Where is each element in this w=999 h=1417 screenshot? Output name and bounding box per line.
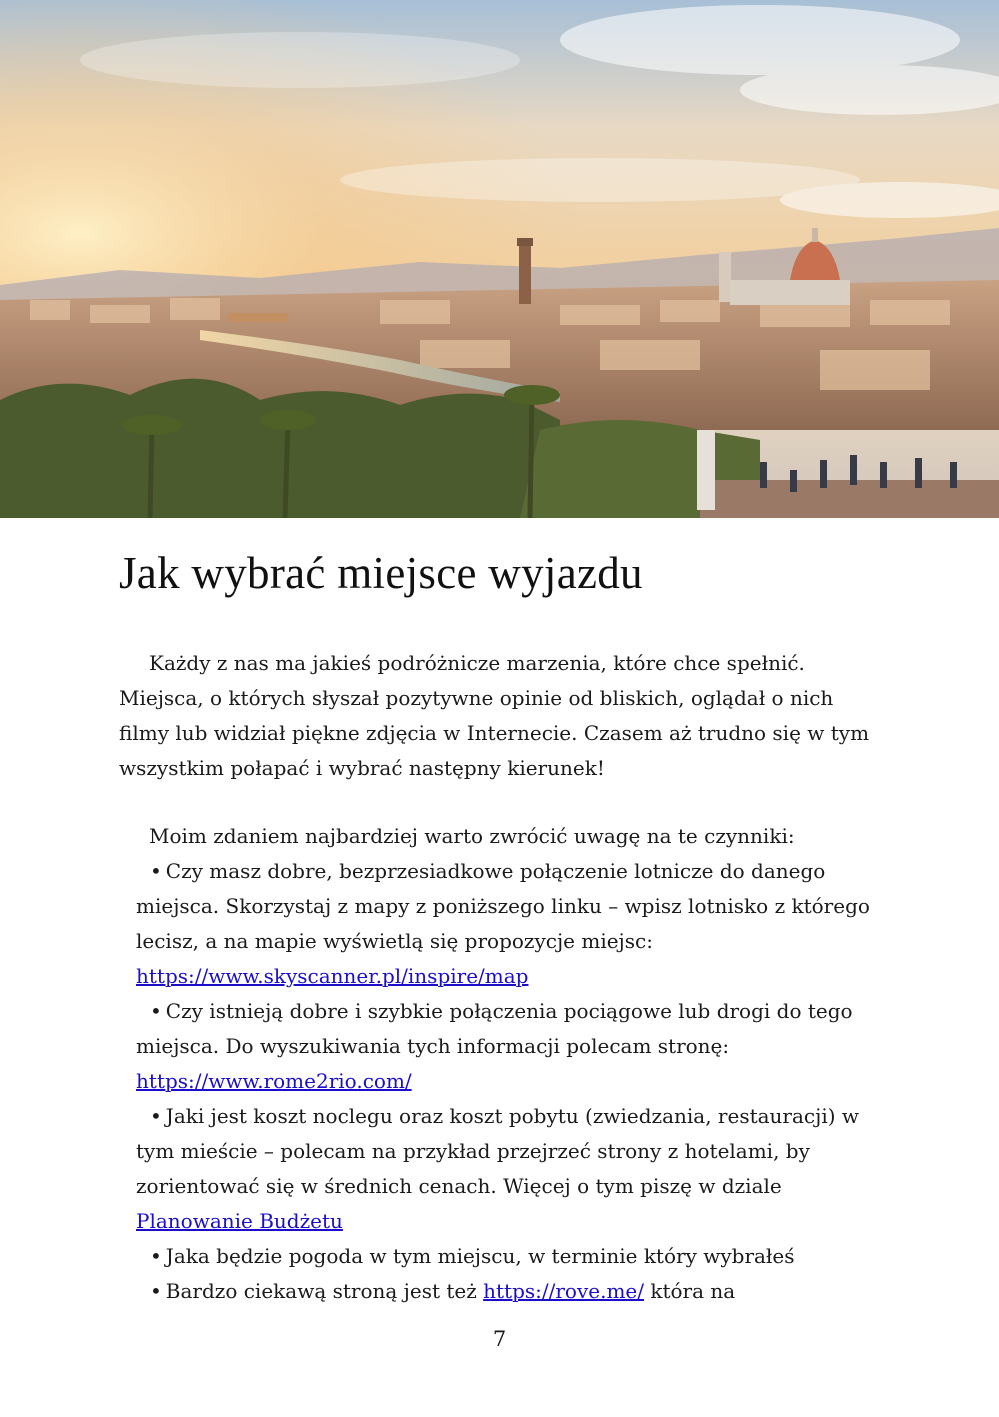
- page-number: 7: [492, 1327, 507, 1351]
- budget-planning-link[interactable]: Planowanie Budżetu: [136, 1209, 343, 1233]
- tower: [519, 244, 531, 304]
- list-item-text: Jaki jest koszt noclegu oraz koszt pobytu (zwiedzania, restauracji) w tym mieście – polecam na przykład przejrzeć strony z hotelami, by zorientować się w średnich cenach. Więcej o tym piszę w dziale: [136, 1104, 859, 1198]
- hero-image: [0, 0, 999, 518]
- bullet-icon: •: [150, 1244, 162, 1268]
- bullet-icon: •: [150, 1279, 162, 1303]
- list-item-text: Bardzo ciekawą stroną jest też: [165, 1279, 477, 1303]
- intro-paragraph: Każdy z nas ma jakieś podróżnicze marzenia, które chce spełnić. Miejsca, o których słyszał pozytywne opinie od bliskich, oglądał o nich filmy lub widział piękne zdjęcia w Internecie. Czasem aż trudno się w tym wszystkim połapać i wybrać następny kierunek!: [119, 651, 870, 780]
- list-item: [119, 1239, 889, 1274]
- factors-intro: Moim zdaniem najbardziej warto zwrócić uwagę na te czynniki:: [149, 824, 795, 848]
- list-item-suffix: która na: [650, 1279, 736, 1303]
- skyscanner-link[interactable]: https://www.skyscanner.pl/inspire/map: [136, 964, 529, 988]
- bullet-icon: •: [150, 1104, 162, 1128]
- list-item: [119, 994, 889, 1099]
- florence-panorama-illustration: [0, 0, 999, 518]
- list-item: [119, 854, 889, 994]
- bullet-icon: •: [150, 859, 162, 883]
- list-item-text: Jaka będzie pogoda w tym miejscu, w terminie który wybrałeś: [165, 1244, 795, 1268]
- page-title: Jak wybrać miejsce wyjazdu: [119, 548, 643, 598]
- bullet-icon: •: [150, 999, 162, 1023]
- rome2rio-link[interactable]: https://www.rome2rio.com/: [136, 1069, 412, 1093]
- factor-list: [119, 854, 889, 1309]
- trees: [0, 379, 560, 518]
- list-item-text: Czy masz dobre, bezprzesiadkowe połączenie lotnicze do danego miejsca. Skorzystaj z mapy z poniższego linku – wpisz lotnisko z którego lecisz, a na mapie wyświetlą się propozycje miejsc:: [136, 859, 870, 953]
- rove-link[interactable]: https://rove.me/: [483, 1279, 644, 1303]
- article: [119, 540, 889, 1309]
- list-item: [119, 1274, 889, 1309]
- list-item-text: Czy istnieją dobre i szybkie połączenia pociągowe lub drogi do tego miejsca. Do wyszukiwania tych informacji polecam stronę:: [136, 999, 853, 1058]
- list-item: [119, 1099, 889, 1239]
- bridge: [228, 313, 288, 322]
